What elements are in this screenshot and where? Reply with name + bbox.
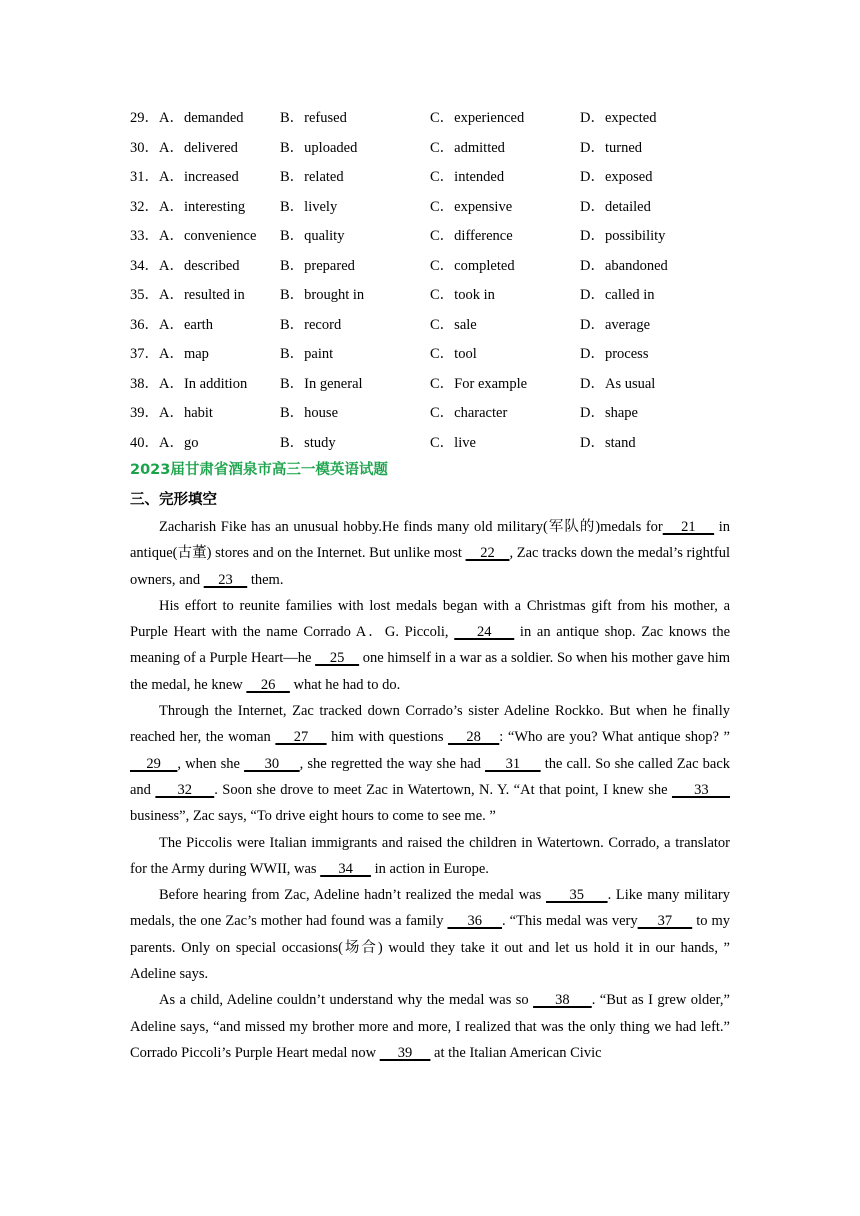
cloze-blank: 38 [533,992,592,1009]
passage-paragraph [130,698,730,829]
passage-text: in action in Europe. [370,860,489,877]
option-a [130,401,280,422]
passage-text: . Soon she drove to meet Zac in Watertown, N. Y. “At that point, I knew she [214,781,672,798]
question-number: 37． [130,346,159,363]
option-text: A．increased [159,169,239,186]
cloze-blank: 33 [671,781,731,798]
passage-text: As a child, Adeline couldn’t understand why the medal was so [159,992,534,1009]
passage-paragraph [130,882,730,987]
question-options-row [130,102,770,132]
cloze-blank: 21 [662,519,715,535]
passage-text: His effort to reunite families with lost medals began with a Christmas gift from his mother, a Purple Heart with the name Corrado A．G. Piccoli, [130,597,730,641]
passage-paragraph [130,593,730,698]
passage-text: Before hearing from Zac, Adeline hadn’t realized the medal was [159,887,546,904]
option-a [130,136,280,157]
option-b: B．paint [280,346,334,363]
option-a [130,431,280,452]
option-c: C．For example [430,375,528,392]
question-options-row [130,191,770,221]
cloze-blank: 28 [448,729,500,746]
option-b: B．related [280,169,344,186]
passage-paragraph [130,987,730,1066]
question-number: 30． [130,139,159,156]
question-options-row [130,132,770,162]
cloze-blank: 22 [465,545,510,562]
option-text: A．convenience [159,228,257,245]
option-b: B．house [280,405,338,422]
cloze-blank: 37 [637,913,693,930]
passage-text: to my parents. Only on special occasions(场合) would they take it out and let us hold it in our hands, ” Adeline says. [130,913,731,983]
passage-text: . “But as I grew older,” Adeline says, “and missed my brother more and more, I realized that was the only thing we had left.” Corrado Piccoli’s Purple Heart medal now [130,992,730,1061]
option-b: B．brought in [280,287,365,304]
cloze-passage [130,514,730,1066]
passage-text: business”, Zac says, “To drive eight hours to come to see me. ” [130,808,496,825]
option-a [130,342,280,363]
passage-text: , Zac tracks down the medal’s rightful owners, and [130,545,730,588]
cloze-blank: 34 [320,860,371,877]
cloze-blank: 27 [275,729,327,746]
section-title: 2023届甘肃省酒泉市高三一模英语试题 [130,462,388,478]
question-number: 36． [130,316,159,333]
option-a [130,254,280,275]
option-text: A．habit [159,405,213,422]
passage-text: Zacharish Fike has an unusual hobby.He finds many old military(军队的)medals for [159,519,663,535]
question-number: 29． [130,110,159,127]
option-c: C．character [430,405,508,422]
cloze-blank: 29 [130,755,178,772]
option-b: B．study [280,434,336,451]
option-d: D．shape [580,405,638,422]
option-a [130,224,280,245]
question-options-row [130,338,770,368]
passage-paragraph [130,830,730,883]
options-list [130,102,770,456]
option-d: D．turned [580,139,643,156]
question-number: 38． [130,375,159,392]
cloze-blank: 23 [203,571,248,588]
option-c: C．tool [430,346,477,363]
option-text: A．In addition [159,375,248,392]
option-text: A．resulted in [159,287,245,304]
cloze-blank: 32 [155,781,215,798]
option-d: D．called in [580,287,655,304]
passage-text: one himself in a war as a soldier. So when his mother gave him the medal, he knew [130,650,731,693]
option-c: C．experienced [430,110,525,127]
option-d: D．As usual [580,375,656,392]
passage-text: in an antique shop. Zac knows the meaning of a Purple Heart—he [130,624,731,667]
option-b: B．prepared [280,257,355,274]
option-b: B．lively [280,198,338,215]
option-text: A．demanded [159,110,244,127]
cloze-blank: 35 [546,887,608,904]
option-b: B．record [280,316,342,333]
question-options-row [130,368,770,398]
question-options-row [130,220,770,250]
passage-text: what he had to do. [289,676,401,693]
question-number: 34． [130,257,159,274]
cloze-blank: 31 [485,755,541,772]
cloze-blank: 36 [447,913,503,930]
passage-text: . “This medal was very [502,913,638,930]
question-options-row [130,250,770,280]
cloze-blank: 39 [379,1044,431,1061]
option-d: D．process [580,346,649,363]
option-text: A．go [159,434,199,451]
option-b: B．uploaded [280,139,358,156]
option-a [130,372,280,393]
question-number: 40． [130,434,159,451]
option-d: D．expected [580,110,657,127]
cloze-blank: 26 [246,676,290,693]
question-number: 32． [130,198,159,215]
option-text: A．earth [159,316,213,333]
passage-text: , when she [177,755,245,772]
option-d: D．stand [580,434,636,451]
question-options-row [130,161,770,191]
passage-text: in antique(古董) stores and on the Internet. But unlike most [130,519,730,562]
option-c: C．admitted [430,139,505,156]
question-number: 31． [130,169,159,186]
option-a [130,283,280,304]
question-number: 39． [130,405,159,422]
passage-text: The Piccolis were Italian immigrants and raised the children in Watertown. Corrado, a translator for the Army during WWII, was [130,834,730,877]
option-d: D．abandoned [580,257,668,274]
option-b: B．refused [280,110,347,127]
question-options-row [130,279,770,309]
part-heading: 三、完形填空 [130,492,217,508]
option-b: B．quality [280,228,345,245]
option-a [130,195,280,216]
cloze-blank: 30 [244,755,300,772]
option-d: D．average [580,316,651,333]
passage-text: : “Who are you? What antique shop? ” [499,729,730,746]
option-c: C．completed [430,257,515,274]
question-options-row [130,309,770,339]
passage-text: . Like many military medals, the one Zac’s mother had found was a family [130,887,731,930]
cloze-blank: 25 [315,650,360,667]
option-c: C．difference [430,228,513,245]
passage-text: them. [247,571,284,588]
option-text: A．map [159,346,209,363]
option-c: C．expensive [430,198,513,215]
question-options-row [130,427,770,457]
passage-text: him with questions [326,729,449,746]
question-options-row [130,397,770,427]
question-number: 35． [130,287,159,304]
option-text: A．interesting [159,198,246,215]
option-c: C．intended [430,169,505,186]
option-c: C．took in [430,287,495,304]
passage-paragraph [130,514,730,593]
question-number: 33． [130,228,159,245]
passage-text: the call. So she called Zac back and [130,755,731,798]
option-a [130,165,280,186]
passage-text: at the Italian American Civic [430,1044,602,1061]
passage-text: Through the Internet, Zac tracked down Corrado’s sister Adeline Rockko. But when he finally reached her, the woman [130,703,730,746]
option-c: C．sale [430,316,477,333]
option-text: A．delivered [159,139,238,156]
cloze-blank: 24 [454,624,515,641]
option-a [130,106,280,127]
option-d: D．possibility [580,228,666,245]
option-text: A．described [159,257,240,274]
passage-text: , she regretted the way she had [299,755,486,772]
option-a [130,313,280,334]
option-b: B．In general [280,375,363,392]
option-c: C．live [430,434,476,451]
option-d: D．exposed [580,169,653,186]
option-d: D．detailed [580,198,651,215]
